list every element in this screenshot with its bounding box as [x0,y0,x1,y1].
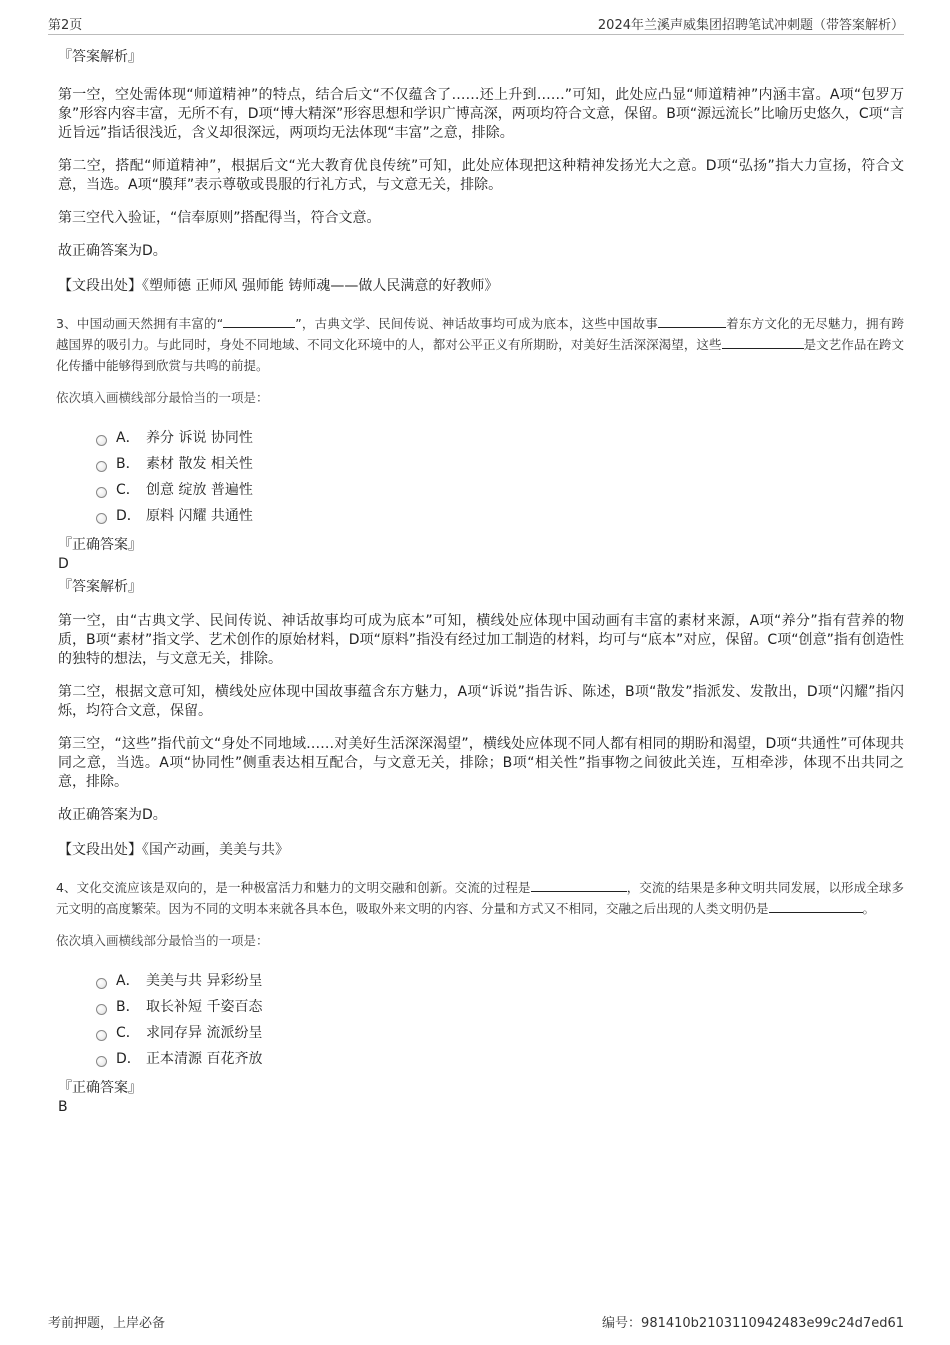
document-title: 2024年兰溪声威集团招聘笔试冲刺题（带答案解析） [597,18,904,33]
radio-icon[interactable] [96,1004,107,1015]
answer-analysis-label: 『答案解析』 [58,49,142,65]
analysis-paragraph: 第二空，搭配“师道精神”，根据后文“光大教育优良传统”可知，此处应体现把这种精神发扬光大之意。D项“弘扬”指大力宣扬，符合文意，当选。A项“膜拜”表示尊敬或畏服的行礼方式，与文意无关，排除。 [58,158,904,193]
page-number: 第2页 [48,18,83,33]
option-text: 取长补短 千姿百态 [146,999,263,1015]
option-a[interactable] [96,967,904,993]
analysis-paragraph: 故正确答案为D。 [58,243,167,259]
option-letter: C． [116,1025,140,1041]
radio-icon[interactable] [96,487,107,498]
analysis-paragraph: 故正确答案为D。 [58,807,167,823]
option-d[interactable] [96,502,904,528]
fill-blank [722,335,804,349]
radio-icon[interactable] [96,435,107,446]
passage-source: 【文段出处】《塑师德 正师风 强师能 铸师魂——做人民满意的好教师》 [58,278,499,294]
analysis-paragraph: 第三空代入验证，“信奉原则”搭配得当，符合文意。 [58,210,381,226]
option-letter: D． [116,1051,141,1067]
fill-blank [223,314,295,328]
option-letter: D． [116,508,141,524]
stem-text: ”，古典文学、民间传说、神话故事均可成为底本，这些中国故事 [295,316,658,331]
question-3-stem [56,313,904,376]
option-b[interactable] [96,993,904,1019]
document-id: 编号：981410b2103110942483e99c24d7ed61 [602,1316,904,1331]
radio-icon[interactable] [96,1030,107,1041]
radio-icon[interactable] [96,461,107,472]
analysis-paragraph: 第一空，空处需体现“师道精神”的特点，结合后文“不仅蕴含了……还上升到……”可知，此处应凸显“师道精神”内涵丰富。A项“包罗万象”形容内容丰富，无所不有，D项“博大精深”形容思想和学识广博高深，两项均符合文意，保留。B项“源远流长”比喻历史悠久，C项“言近旨远”指话很浅近，含义却很深远，两项均无法体现“丰富”之意，排除。 [58,87,904,141]
question-4-options [96,967,904,1071]
radio-icon[interactable] [96,1056,107,1067]
option-text: 素材 散发 相关性 [146,456,253,472]
fill-blank [531,878,627,892]
analysis-paragraph: 第三空，“这些”指代前文“身处不同地域……对美好生活深深渴望”，横线处应体现不同人都有相同的期盼和渴望，D项“共通性”可体现共同之意，当选。A项“协同性”侧重表达相互配合，与文意无关，排除；B项“相关性”指事物之间彼此关连，互相牵涉，体现不出共同之意，排除。 [58,736,904,790]
option-letter: B． [116,999,140,1015]
option-a[interactable] [96,424,904,450]
option-text: 正本清源 百花齐放 [146,1051,263,1067]
option-letter: A． [116,430,140,446]
question-prompt: 依次填入画横线部分最恰当的一项是： [56,933,269,948]
radio-icon[interactable] [96,978,107,989]
page-footer [48,1312,904,1330]
option-text: 求同存异 流派纷呈 [146,1025,263,1041]
answer-analysis-label: 『答案解析』 [58,579,142,595]
page-content [56,46,904,1119]
option-letter: C． [116,482,140,498]
stem-text: 是文艺作品在跨文化传播中能够得到欣赏与共鸣的前提。 [56,337,904,373]
stem-text: 。 [862,901,876,916]
stem-text: 4、文化交流应该是双向的，是一种极富活力和魅力的文明交融和创新。交流的过程是 [56,880,531,895]
footer-slogan: 考前押题，上岸必备 [48,1316,166,1331]
option-text: 养分 诉说 协同性 [146,430,253,446]
fill-blank [658,314,726,328]
option-d[interactable] [96,1045,904,1071]
page-header [48,14,904,35]
analysis-paragraph: 第一空，由“古典文学、民间传说、神话故事均可成为底本”可知，横线处应体现中国动画有丰富的素材来源，A项“养分”指有营养的物质，B项“素材”指文学、艺术创作的原始材料，D项“原料”指没有经过加工制造的材料，均可与“底本”对应，保留。C项“创意”指有创造性的独特的想法，与文意无关，排除。 [58,613,904,667]
question-3-options [96,424,904,528]
stem-text: 着东方文化的无尽魅力，拥有跨越国界的吸引力。与此同时，身处不同地域、不同文化环境中的人，都对公平正义有所期盼，对美好生活深深渴望，这些 [56,316,904,352]
correct-answer-value: B [58,1099,68,1115]
stem-text: ，交流的结果是多种文明共同发展，以形成全球多元文明的高度繁荣。因为不同的文明本来就各具本色，吸取外来文明的内容、分量和方式又不相同，交融之后出现的人类文明仍是 [56,880,904,916]
option-text: 原料 闪耀 共通性 [146,508,253,524]
option-letter: A． [116,973,140,989]
option-c[interactable] [96,476,904,502]
fill-blank [769,899,863,913]
passage-source: 【文段出处】《国产动画，美美与共》 [58,842,289,858]
option-text: 美美与共 异彩纷呈 [146,973,263,989]
option-c[interactable] [96,1019,904,1045]
correct-answer-label: 『正确答案』 [58,1080,142,1096]
correct-answer-value: D [58,556,69,572]
stem-text: 3、中国动画天然拥有丰富的“ [56,316,224,331]
correct-answer-label: 『正确答案』 [58,537,142,553]
question-4-stem [56,877,904,919]
option-text: 创意 绽放 普遍性 [146,482,253,498]
radio-icon[interactable] [96,513,107,524]
question-prompt: 依次填入画横线部分最恰当的一项是： [56,390,269,405]
analysis-paragraph: 第二空，根据文意可知，横线处应体现中国故事蕴含东方魅力，A项“诉说”指告诉、陈述，B项“散发”指派发、发散出，D项“闪耀”指闪烁，均符合文意，保留。 [58,684,904,719]
option-b[interactable] [96,450,904,476]
option-letter: B． [116,456,140,472]
